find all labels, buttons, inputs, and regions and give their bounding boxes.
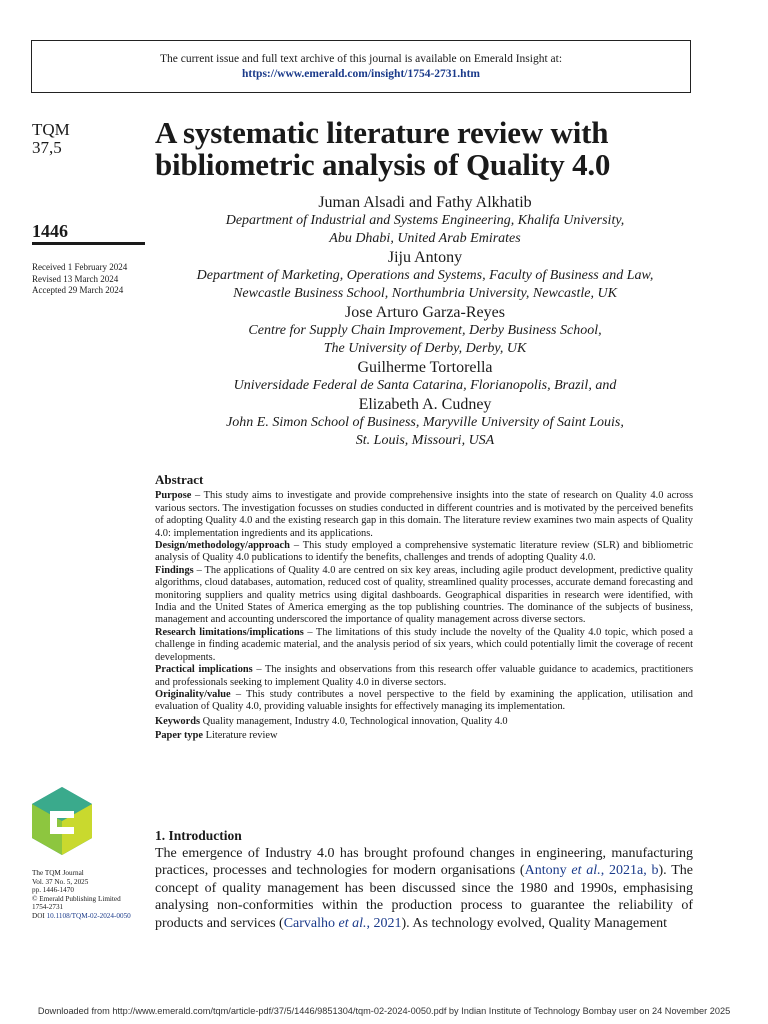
abstract-label: Findings [155, 564, 194, 576]
introduction-heading: 1. Introduction [155, 828, 242, 843]
author-name: Juman Alsadi and Fathy Alkhatib [318, 194, 532, 211]
article-dates [32, 262, 127, 297]
author-affiliation: Newcastle Business School, Northumbria University, Newcastle, UK [233, 286, 617, 301]
journal-abbrev-name: TQM [32, 120, 70, 139]
date-revised: Revised 13 March 2024 [32, 273, 119, 284]
author-affiliation: John E. Simon School of Business, Maryville University of Saint Louis, [226, 415, 624, 430]
author-name: Jose Arturo Garza-Reyes [345, 304, 505, 321]
abstract-text: – This study employed a comprehensive systematic literature review (SLR) and bibliometric analysis of Quality 4.0 publications to identify the benefits, challenges and trends of adopting Quality 4.0. [155, 540, 693, 564]
article-title [155, 117, 715, 181]
author-affiliation: The University of Derby, Derby, UK [323, 341, 527, 356]
author-name: Guilherme Tortorella [357, 359, 493, 376]
abstract-label: Research limitations/implications [155, 626, 304, 638]
journal-abbrev-volume: 37,5 [32, 138, 62, 157]
abstract-findings [155, 565, 693, 627]
date-received: Received 1 February 2024 [32, 262, 128, 272]
citation-publisher: © Emerald Publishing Limited [32, 894, 121, 903]
citation-block [32, 869, 131, 921]
abstract [155, 474, 693, 743]
abstract-limitations [155, 627, 693, 664]
paper-type-text: Literature review [205, 730, 278, 742]
intro-text: The emergence of Industry 4.0 has brought profound changes in engineering, manufacturing practices, processes and technologies for modern organisations ( [155, 846, 693, 879]
author-affiliation: Department of Marketing, Operations and Systems, Faculty of Business and Law, [196, 268, 654, 283]
abstract-practical [155, 664, 693, 689]
journal-availability-banner [31, 40, 691, 93]
abstract-label: Practical implications [155, 664, 253, 676]
abstract-originality [155, 689, 693, 714]
page-number-rule [32, 242, 145, 245]
citation-doi-line [32, 912, 131, 921]
paper-type-label: Paper type [155, 730, 204, 742]
author-name: Elizabeth A. Cudney [358, 396, 492, 413]
abstract-label: Design/methodology/approach [155, 540, 290, 552]
abstract-heading: Abstract [155, 472, 204, 487]
abstract-text: – The insights and observations from this research offer valuable guidance to academics, practitioners and professionals seeking to implement Quality 4.0 in diverse sectors. [155, 664, 693, 688]
abstract-text: – This study aims to investigate and provide comprehensive insights into the state of research on Quality 4.0 across various sectors. The investigation focusses on studies conducted in different countries and is motivated by the perceived benefits of adopting Quality 4.0 and the existing research gap in this domain. The literature review examines two main aspects of Quality 4.0: implementation ingredients and its applications. [155, 490, 693, 539]
author-affiliation: Department of Industrial and Systems Engineering, Khalifa University, [225, 213, 625, 228]
paper-type [155, 730, 693, 742]
introduction-section [155, 828, 693, 932]
abstract-label: Originality/value [155, 688, 231, 700]
abstract-label: Purpose [155, 490, 192, 502]
citation-issn: 1754-2731 [32, 903, 64, 912]
journal-abbrev [32, 121, 70, 157]
download-footer: Downloaded from http://www.emerald.com/tqm/article-pdf/37/5/1446/9851304/tqm-02-2024-0050.pdf by Indian Institute of Technology Bombay user on 24 November 2025 [37, 1006, 731, 1016]
introduction-body [155, 845, 693, 932]
author-affiliation: Centre for Supply Chain Improvement, Derby Business School, [248, 323, 602, 338]
citation-link[interactable]: Antony et al., 2021a, b [524, 863, 659, 879]
citation-link[interactable]: Carvalho et al., 2021 [283, 915, 402, 931]
author-affiliation: Universidade Federal de Santa Catarina, Florianopolis, Brazil, and [233, 378, 617, 393]
abstract-text: – This study contributes a novel perspective to the field by examining the application, utilisation and evaluation of Quality 4.0, providing valuable insights for effectively managing its implementation. [155, 688, 693, 713]
abstract-text: – The limitations of this study include the novelty of the Quality 4.0 topic, which posed a challenge in finding academic material, and the analysis period of six years, which could potentially limit the coverage of recent developments. [155, 626, 693, 663]
doi-label: DOI [32, 911, 45, 920]
keywords-label: Keywords [155, 715, 201, 727]
banner-text: The current issue and full text archive of this journal is available on Emerald Insight at: [159, 53, 563, 65]
keywords [155, 716, 693, 728]
intro-text: ). As technology evolved, Quality Management [401, 915, 668, 931]
intro-text: ). The concept of quality management has been discussed since the 1980 and 1990s, emphasising analysing non-conformities within the production process to guarantee the reliability of products and services ( [155, 863, 693, 931]
title-line-2: bibliometric analysis of Quality 4.0 [155, 147, 611, 182]
author-affiliation: Abu Dhabi, United Arab Emirates [329, 231, 521, 246]
abstract-design [155, 540, 693, 565]
author-affiliation: St. Louis, Missouri, USA [355, 433, 495, 448]
keywords-text: Quality management, Industry 4.0, Technological innovation, Quality 4.0 [202, 715, 508, 727]
doi-link[interactable]: 10.1108/TQM-02-2024-0050 [46, 911, 131, 920]
author-name: Jiju Antony [387, 249, 463, 266]
abstract-purpose [155, 490, 693, 540]
abstract-text: – The applications of Quality 4.0 are centred on six key areas, including agile product development, predictive quality algorithms, cloud databases, automation, reduced cost of quality, streamlined quality processes, accurate demand forecasting and monitoring suppliers and quality metrics using digital dashboards. Geographical disparities in research were identified, with India and the United States of America emerging as the top publishing countries. The dominance of the subjects of business, management and accounting underscored the importance of quality management across diverse sectors. [155, 564, 693, 626]
journal-link[interactable]: https://www.emerald.com/insight/1754-2731.htm [242, 68, 480, 80]
citation-pages: pp. 1446-1470 [32, 886, 74, 895]
page-number: 1446 [32, 221, 68, 241]
publisher-logo-icon [30, 785, 94, 857]
title-line-1: A systematic literature review with [155, 115, 609, 150]
author-list [155, 193, 695, 450]
date-accepted: Accepted 29 March 2024 [32, 285, 124, 295]
citation-journal: The TQM Journal [32, 869, 84, 877]
citation-issue: Vol. 37 No. 5, 2025 [32, 877, 89, 886]
